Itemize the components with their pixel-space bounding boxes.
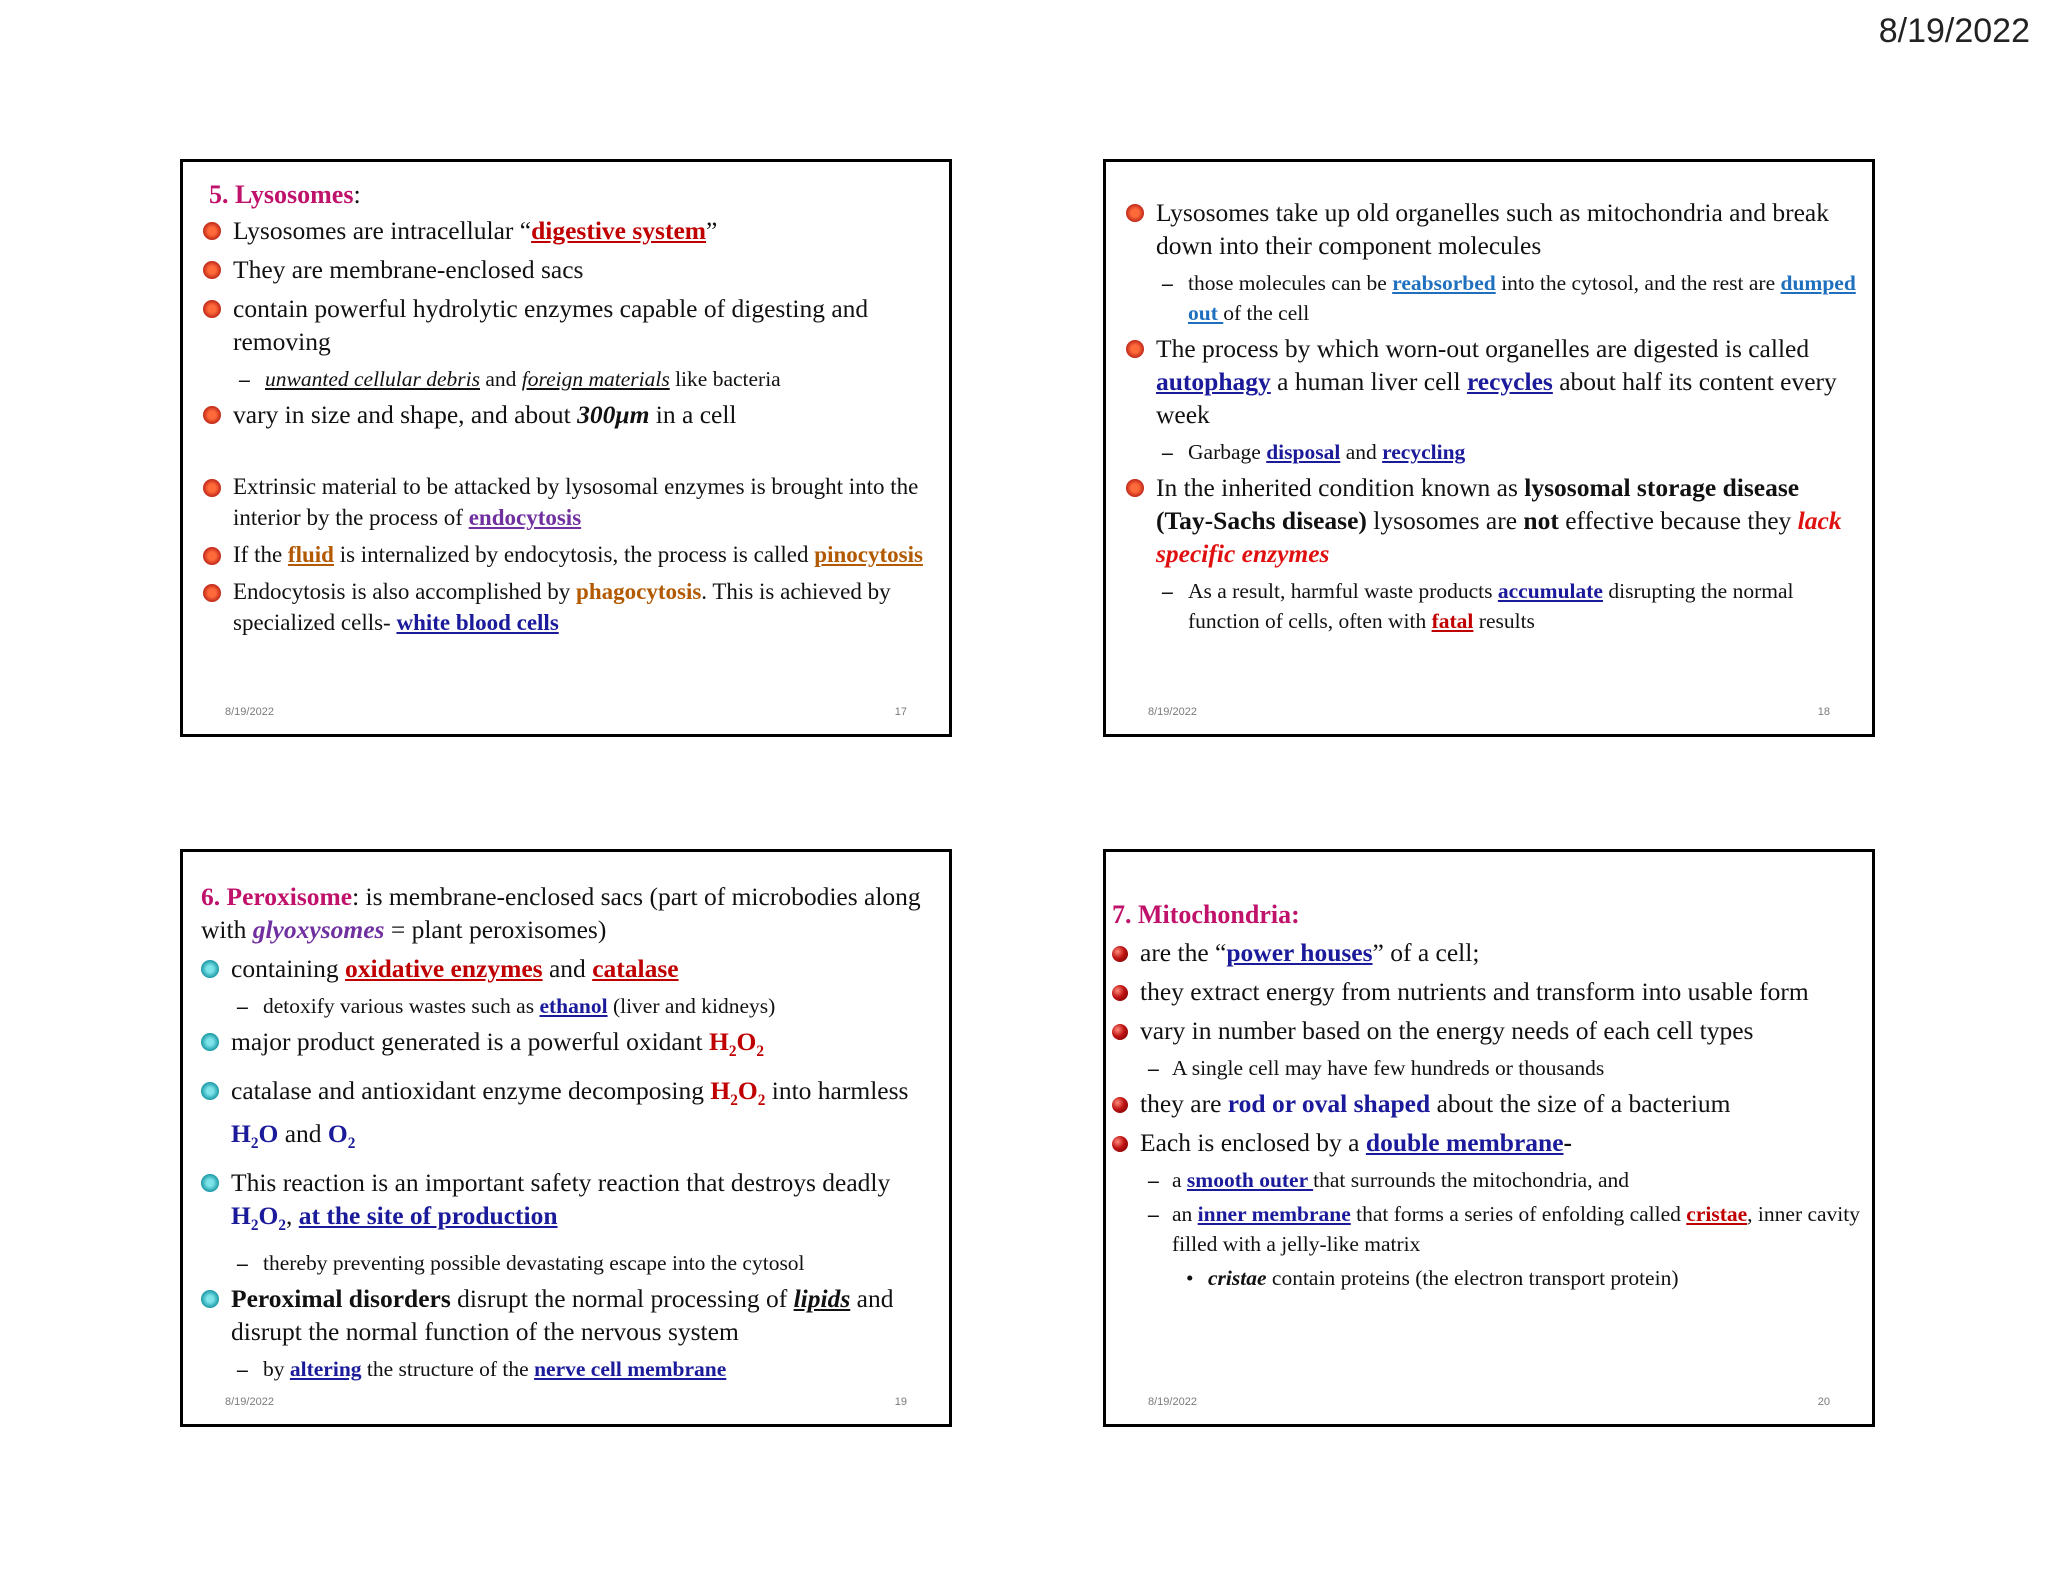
slide-20	[1103, 849, 1875, 1427]
sub-bullet-item	[1112, 1165, 1862, 1195]
text: about half its content every week	[1156, 367, 1837, 429]
text: = plant peroxisomes)	[384, 915, 607, 944]
text: 2	[756, 1043, 764, 1061]
text: O	[327, 1119, 348, 1149]
text: H	[231, 1201, 251, 1231]
text: O	[737, 1076, 758, 1106]
text: , inner cavity filled with a jelly-like matrix	[1172, 1202, 1861, 1256]
teal-starburst-bullet-icon	[201, 1174, 219, 1192]
text: unwanted cellular debris	[265, 367, 480, 391]
starburst-bullet-icon	[1126, 204, 1144, 222]
text: major product generated is a powerful oxidant	[231, 1027, 709, 1056]
bullet-item	[201, 1166, 939, 1242]
text: 2	[250, 1217, 259, 1235]
text: power houses	[1226, 938, 1373, 967]
bullet-item	[201, 1282, 939, 1348]
text: are the “	[1140, 938, 1227, 967]
text: reabsorbed	[1392, 271, 1496, 295]
bullet-item	[203, 539, 939, 570]
text: the structure of the	[361, 1357, 535, 1382]
text: The process by which worn-out organelles are digested is called	[1156, 334, 1810, 363]
bullet-item	[203, 253, 939, 286]
text: detoxify various wastes such as	[263, 994, 540, 1018]
text: 2	[757, 1092, 766, 1110]
text: effective because they	[1558, 506, 1798, 535]
bullet-item	[203, 471, 939, 533]
sub-bullet-item	[1126, 437, 1862, 467]
text: recycles	[1466, 367, 1553, 396]
sub-bullet-item	[201, 1248, 939, 1278]
starburst-bullet-icon	[203, 300, 221, 318]
text: a	[1172, 1168, 1187, 1192]
text: altering	[289, 1357, 362, 1382]
text: is internalized by endocytosis, the process is called	[333, 542, 815, 567]
text: into harmless	[765, 1076, 909, 1106]
text: 2	[730, 1092, 738, 1110]
text: . This is achieved by specialized cells-	[233, 579, 891, 635]
slide-19	[180, 849, 952, 1427]
text: and	[542, 954, 593, 983]
bullet-item	[203, 398, 939, 431]
text: dumped out	[1188, 271, 1856, 325]
text: white blood cells	[396, 610, 559, 635]
chem-h2o2	[708, 1027, 764, 1061]
text: and	[278, 1119, 328, 1149]
highlight-text: 300μm	[577, 400, 650, 429]
text: and	[479, 367, 522, 391]
text: thereby preventing possible devastating escape into the cytosol	[263, 1251, 805, 1276]
text: O	[258, 1201, 279, 1231]
page-date: 8/19/2022	[1878, 12, 2030, 50]
text: (liver and kidneys)	[607, 994, 776, 1018]
text: an	[1172, 1202, 1198, 1226]
text: This reaction is an important safety reaction that destroys deadly	[231, 1168, 891, 1198]
text: contain powerful hydrolytic enzymes capable of digesting and removing	[233, 294, 869, 356]
starburst-bullet-icon	[1126, 340, 1144, 358]
text: foreign materials	[521, 367, 670, 391]
text: they are	[1140, 1089, 1228, 1118]
text: In the inherited condition known as	[1156, 473, 1525, 502]
text: glyoxysomes	[252, 915, 385, 944]
text: H	[710, 1076, 731, 1106]
text: that forms a series of enfolding called	[1350, 1202, 1687, 1226]
slide-title: 7. Mitochondria:	[1112, 900, 1300, 929]
red-ball-bullet-icon	[1112, 1097, 1128, 1113]
slide-number: 19	[894, 1396, 907, 1408]
text: double membrane	[1365, 1128, 1564, 1157]
text: not	[1523, 506, 1559, 535]
teal-starburst-bullet-icon	[201, 1033, 219, 1051]
text: and disrupt the normal function of the nervous system	[231, 1284, 894, 1347]
starburst-bullet-icon	[203, 406, 221, 424]
text: Each is enclosed by a	[1140, 1128, 1366, 1157]
starburst-bullet-icon	[203, 584, 221, 602]
text: ”	[706, 216, 718, 245]
title-colon: :	[353, 180, 361, 209]
text: phagocytosis	[576, 579, 702, 604]
text: at the site of production	[298, 1201, 558, 1231]
text: 2	[250, 1135, 259, 1153]
title-text: 5. Lysosomes	[209, 180, 354, 209]
slide-footer	[1148, 1396, 1830, 1408]
sub-sub-bullet-item	[1112, 1263, 1862, 1293]
sub-bullet-item	[201, 991, 939, 1021]
title-text: 6. Peroxisome	[201, 882, 353, 911]
text: smooth outer	[1186, 1168, 1314, 1192]
spacer	[203, 437, 939, 469]
bullet-item	[1112, 1087, 1862, 1120]
slide-20-body	[1112, 896, 1862, 1297]
slide-footer	[1148, 706, 1830, 718]
text: cristae	[1208, 1266, 1267, 1290]
red-ball-bullet-icon	[1112, 946, 1128, 962]
text: 2	[347, 1135, 356, 1153]
bullet-item	[201, 1025, 939, 1068]
text: they extract energy from nutrients and transform into usable form	[1140, 977, 1809, 1006]
bullet-item	[203, 576, 939, 638]
bullet-item	[1112, 936, 1862, 969]
text: oxidative enzymes	[345, 954, 543, 983]
text: If the	[233, 542, 288, 567]
text: -	[1563, 1128, 1573, 1157]
bullet-item	[1126, 471, 1862, 570]
text: disrupting the normal function of cells, often with	[1188, 579, 1794, 633]
text: rod or oval shaped	[1227, 1089, 1431, 1118]
text: As a result, harmful waste products	[1188, 579, 1498, 603]
footer-date: 8/19/2022	[1148, 1396, 1197, 1408]
text: 2	[278, 1217, 286, 1235]
slide-number: 17	[894, 706, 907, 718]
chem-h2o2	[710, 1076, 766, 1110]
red-ball-bullet-icon	[1112, 1024, 1128, 1040]
highlight-text: digestive system	[531, 216, 707, 245]
footer-date: 8/19/2022	[225, 1396, 274, 1408]
bullet-item	[1126, 196, 1862, 262]
starburst-bullet-icon	[203, 547, 221, 565]
footer-date: 8/19/2022	[1148, 706, 1197, 718]
text: autophagy	[1156, 367, 1271, 396]
bullet-item	[203, 292, 939, 358]
text: lysosomal storage disease (Tay-Sachs disease)	[1156, 473, 1800, 535]
text: containing	[231, 954, 346, 983]
text: recycling	[1382, 440, 1466, 464]
red-ball-bullet-icon	[1112, 1136, 1128, 1152]
text: Endocytosis is also accomplished by	[233, 579, 577, 604]
slide-title	[209, 180, 939, 210]
bullet-item	[203, 214, 939, 247]
text: pinocytosis	[814, 542, 923, 567]
teal-starburst-bullet-icon	[201, 960, 219, 978]
text: contain proteins (the electron transport protein)	[1266, 1266, 1679, 1290]
bullet-item	[1126, 332, 1862, 431]
text: A single cell may have few hundreds or thousands	[1172, 1056, 1605, 1080]
bullet-item	[201, 952, 939, 985]
text: O	[736, 1027, 757, 1056]
text: ,	[286, 1201, 299, 1231]
bullet-item	[1112, 1014, 1862, 1047]
sub-bullet-item	[203, 364, 939, 394]
slide-footer	[225, 706, 907, 718]
text: H	[231, 1119, 251, 1149]
text: and	[1340, 440, 1383, 464]
text: lipids	[793, 1284, 851, 1314]
sub-bullet-item	[1112, 1199, 1862, 1259]
starburst-bullet-icon	[1126, 479, 1144, 497]
text: vary in size and shape, and about	[233, 400, 578, 429]
highlight-text: endocytosis	[468, 505, 582, 530]
sub-bullet-item	[1112, 1053, 1862, 1083]
bullet-item	[1112, 975, 1862, 1008]
text: Lysosomes take up old organelles such as mitochondria and break down into their component molecules	[1156, 198, 1829, 260]
text: about the size of a bacterium	[1430, 1089, 1731, 1118]
text: They are membrane-enclosed sacs	[233, 255, 584, 284]
text: those molecules can be	[1188, 271, 1393, 295]
text: fluid	[287, 542, 334, 567]
sub-bullet-item	[201, 1354, 939, 1384]
slide-19-body	[201, 880, 939, 1388]
text: 2	[728, 1043, 737, 1061]
text: Lysosomes are intracellular “	[233, 216, 532, 245]
text: H	[708, 1027, 729, 1056]
text: like bacteria	[669, 367, 781, 391]
text: accumulate	[1497, 579, 1603, 603]
footer-date: 8/19/2022	[225, 706, 274, 718]
text: lysosomes are	[1366, 506, 1524, 535]
text: that surrounds the mitochondria, and	[1313, 1168, 1630, 1192]
teal-starburst-bullet-icon	[201, 1082, 219, 1100]
text: of the cell	[1223, 301, 1310, 325]
starburst-bullet-icon	[203, 261, 221, 279]
text: vary in number based on the energy needs of each cell types	[1140, 1016, 1754, 1045]
text: fatal	[1431, 609, 1474, 633]
text: O	[258, 1119, 279, 1149]
text: Peroximal disorders	[231, 1284, 451, 1314]
text: inner membrane	[1197, 1202, 1351, 1226]
text: a human liver cell	[1270, 367, 1467, 396]
slide-17	[180, 159, 952, 737]
slide-17-body	[203, 176, 939, 644]
chem-o2	[327, 1119, 356, 1153]
slide-18-body	[1126, 194, 1862, 640]
text: Garbage	[1188, 440, 1267, 464]
text: nerve cell membrane	[534, 1357, 727, 1382]
slide-18	[1103, 159, 1875, 737]
slide-title	[201, 880, 939, 946]
bullet-item	[1112, 1126, 1862, 1159]
starburst-bullet-icon	[203, 479, 221, 497]
slide-footer	[225, 1396, 907, 1408]
text: in a cell	[649, 400, 737, 429]
text: ethanol	[539, 994, 608, 1018]
red-ball-bullet-icon	[1112, 985, 1128, 1001]
text: catalase and antioxidant enzyme decomposing	[231, 1076, 711, 1106]
sub-bullet-item	[1126, 268, 1862, 328]
sub-bullet-item	[1126, 576, 1862, 636]
text: results	[1473, 609, 1535, 633]
text: ” of a cell;	[1372, 938, 1480, 967]
starburst-bullet-icon	[203, 222, 221, 240]
chem-h2o2	[231, 1201, 286, 1235]
slide-number: 18	[1817, 706, 1830, 718]
slide-number: 20	[1817, 1396, 1830, 1408]
bullet-item	[201, 1074, 939, 1160]
teal-starburst-bullet-icon	[201, 1290, 219, 1308]
text: : is membrane-enclosed sacs (part of microbodies along with	[201, 882, 921, 944]
text: by	[263, 1357, 290, 1382]
text: lack specific enzymes	[1156, 506, 1842, 568]
text: Extrinsic material to be attacked by lysosomal enzymes is brought into the interior by the process of	[233, 474, 919, 530]
text: catalase	[592, 954, 679, 983]
text: cristae	[1686, 1202, 1748, 1226]
chem-h2o	[231, 1119, 279, 1153]
text: disrupt the normal processing of	[450, 1284, 794, 1314]
text: into the cytosol, and the rest are	[1495, 271, 1781, 295]
text: disposal	[1266, 440, 1341, 464]
